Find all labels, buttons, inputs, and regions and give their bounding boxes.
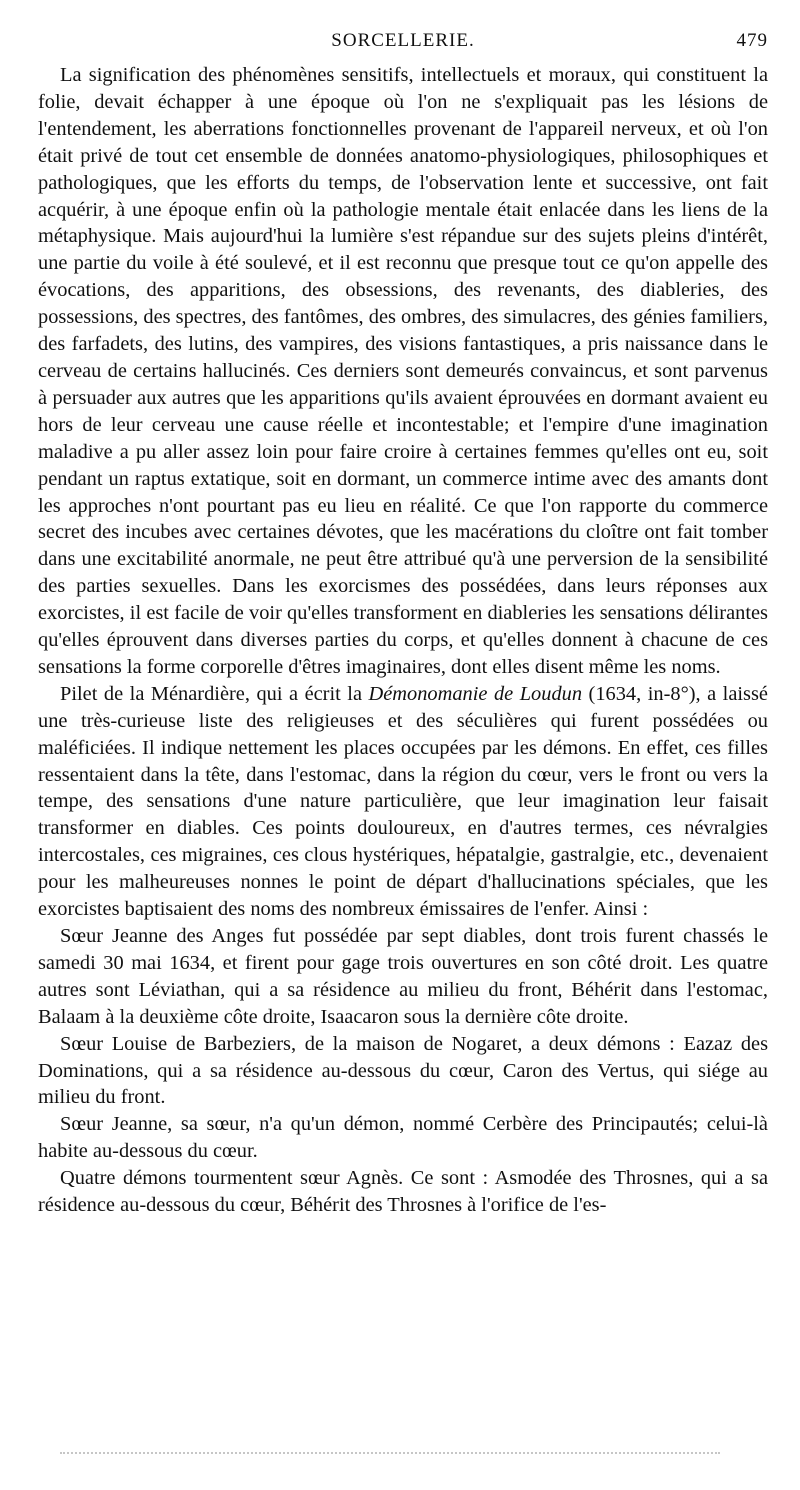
book-page xyxy=(38,24,768,1219)
page-number: 479 xyxy=(736,30,768,51)
running-title: SORCELLERIE. xyxy=(331,30,475,51)
book-title-italic: Démonomanie de Loudun xyxy=(368,682,583,705)
paragraph-louise-de-barbeziers: Sœur Louise de Barbeziers, de la maison de Nogaret, a deux démons : Eazaz des Dominations, qui a sa résidence au-dessous du cœur, Caron des Vertus, qui siége au milieu du front. xyxy=(38,1032,768,1109)
paragraph-soeur-jeanne: Sœur Jeanne, sa sœur, n'a qu'un démon, nommé Cerbère des Principautés; celui-là habite au-dessous du cœur. xyxy=(38,1113,768,1163)
paragraph-folie: La signification des phénomènes sensitifs, intellectuels et moraux, qui constituent la folie, devait échapper à une époque où l'on ne s'expliquait pas les lésions de l'entendement, les aberrations fonctionnelles provenant de l'appareil nerveux, et où l'on était privé de tout cet ensemble de données anatomo-physiologiques, philosophiques et pathologiques, que les efforts du temps, de l'observation lente et successive, ont fait acquérir, à une époque enfin où la pathologie mentale était enlacée dans les liens de la métaphysique. Mais aujourd'hui la lumière s'est répandue sur des sujets pleins d'intérêt, une partie du voile à été soulevé, et il est reconnu que presque tout ce qu'on appelle des évocations, des apparitions, des obsessions, des revenants, des diableries, des possessions, des spectres, des fantômes, des ombres, des simulacres, des génies familiers, des farfadets, des lutins, des vampires, des visions fantastiques, a pris naissance dans le cerveau de certains hallucinés. Ces derniers sont demeurés convaincus, et sont parvenus à persuader aux autres que les apparitions qu'ils avaient éprouvées en dormant avaient eu hors de leur cerveau une cause réelle et incontestable; et l'empire d'une imagination maladive a pu aller assez loin pour faire croire à certaines femmes qu'elles ont eu, soit pendant un raptus extatique, soit en dormant, un commerce intime avec des amants dont les approches n'ont pourtant pas eu lieu en réalité. Ce que l'on rapporte du commerce secret des incubes avec certaines dévotes, que les macérations du cloître ont fait tomber dans une excitabilité anormale, ne peut être attribué qu'à une perversion de la sensibilité des parties sexuelles. Dans les exorcismes des possédées, dans leurs réponses aux exorcistes, il est facile de voir qu'elles transforment en diableries les sensations délirantes qu'elles éprouvent dans diverses parties du corps, et qu'elles donnent à chacune de ces sensations la forme corporelle d'êtres imaginaires, dont elles disent même les noms. xyxy=(38,64,768,678)
paragraph-jeanne-des-anges: Sœur Jeanne des Anges fut possédée par sept diables, dont trois furent chassés le samedi 30 mai 1634, et firent pour gage trois ouvertures en son côté droit. Les quatre autres sont Léviathan, qui a sa résidence au milieu du front, Béhérit dans l'estomac, Balaam à la deuxième côte droite, Isaacaron sous la dernière côte droite. xyxy=(38,925,768,1028)
bottom-scan-dots xyxy=(60,1448,720,1454)
paragraph-menardiere-rest: (1634, in-8°), a laissé une très-curieuse liste des religieuses et des séculières qui furent possédées ou maléficiées. Il indique nettement les places occupées par les démons. En effet, ces filles ressentaient dans la tête, dans l'estomac, dans la région du cœur, vers le front ou vers la tempe, des sensations d'une nature particulière, que leur imagination leur faisait transformer en diables. Ces points douloureux, en d'autres termes, ces névralgies intercostales, ces migraines, ces clous hystériques, hépatalgie, gastralgie, etc., devenaient pour les malheureuses nonnes le point de départ d'hallucinations spéciales, que les exorcistes baptisaient des noms des nombreux émissaires de l'enfer. Ainsi : xyxy=(38,682,768,921)
paragraph-menardiere xyxy=(38,681,768,923)
body-text xyxy=(38,62,768,1219)
paragraph-soeur-agnes: Quatre démons tourmentent sœur Agnès. Ce sont : Asmodée des Throsnes, qui a sa résidence au-dessous du cœur, Béhérit des Throsnes à l'orifice de l'es- xyxy=(38,1167,768,1217)
running-head xyxy=(38,24,768,54)
paragraph-menardiere-start: Pilet de la Ménardière, qui a écrit la xyxy=(60,682,369,705)
